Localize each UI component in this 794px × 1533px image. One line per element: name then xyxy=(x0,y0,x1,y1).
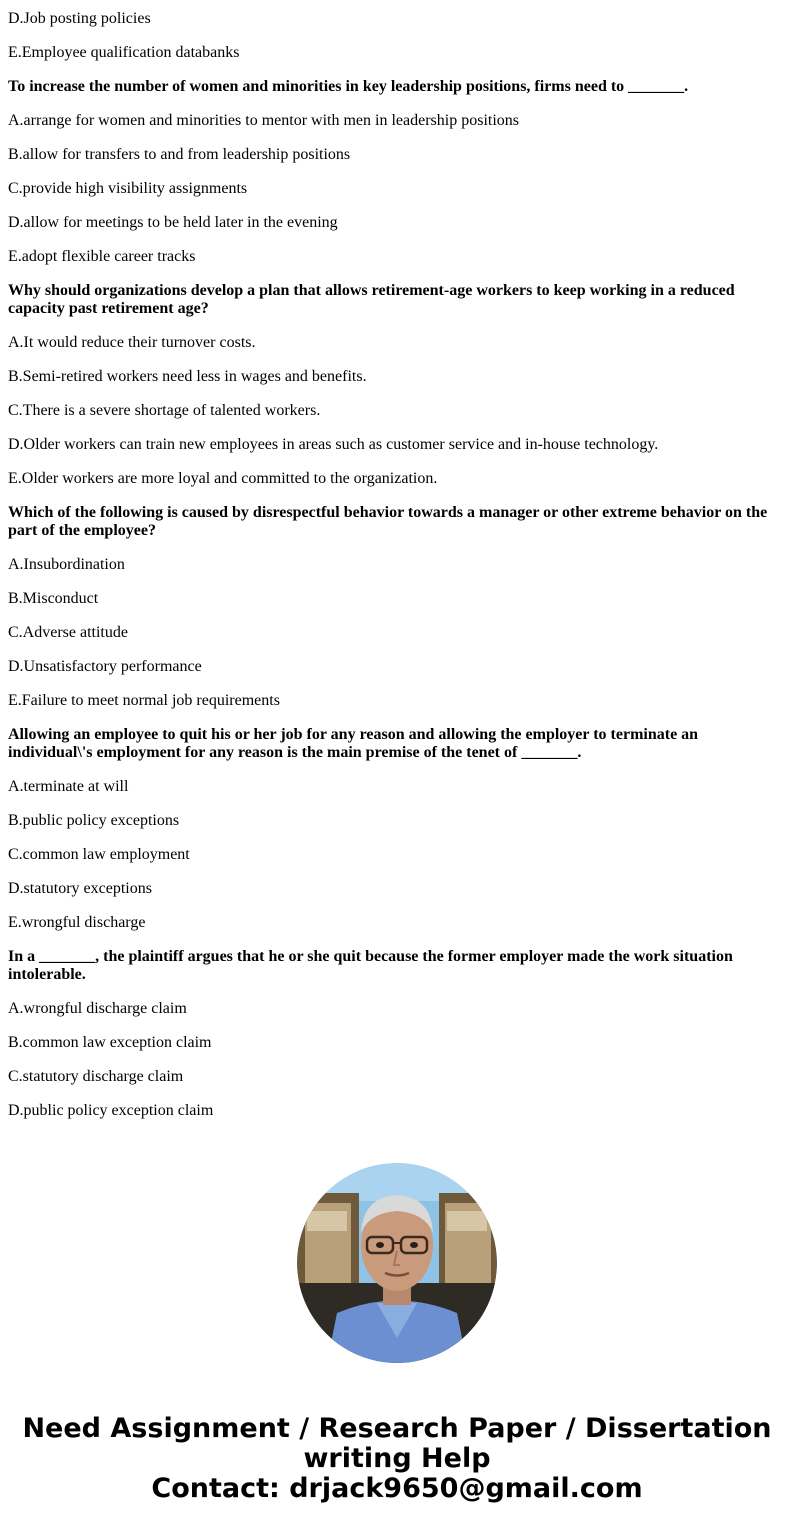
answer-option: C.provide high visibility assignments xyxy=(8,180,248,197)
answer-option: D.allow for meetings to be held later in the evening xyxy=(8,214,338,231)
answer-option: C.Adverse attitude xyxy=(8,624,128,641)
question-text: In a _______, the plaintiff argues that he or she quit because the former employer made the work situation intolerable. xyxy=(8,948,733,983)
answer-option: E.wrongful discharge xyxy=(8,914,146,931)
answer-option: A.Insubordination xyxy=(8,556,125,573)
answer-option: D.public policy exception claim xyxy=(8,1102,214,1119)
question-text: Which of the following is caused by disrespectful behavior towards a manager or other extreme behavior on the part of the employee? xyxy=(8,504,768,539)
promo-line-2: writing Help xyxy=(303,1443,491,1474)
answer-option: A.It would reduce their turnover costs. xyxy=(8,334,256,351)
answer-option: D.Unsatisfactory performance xyxy=(8,658,202,675)
answer-option: D.statutory exceptions xyxy=(8,880,152,897)
answer-option: B.public policy exceptions xyxy=(8,812,180,829)
answer-option: D.Older workers can train new employees in areas such as customer service and in-house technology. xyxy=(8,436,659,453)
answer-option: C.common law employment xyxy=(8,846,190,863)
answer-option: E.adopt flexible career tracks xyxy=(8,248,196,265)
question-text: Why should organizations develop a plan that allows retirement-age workers to keep working in a reduced capacity past retirement age? xyxy=(8,282,735,317)
question-text: Allowing an employee to quit his or her job for any reason and allowing the employer to terminate an individual\'s employment for any reason is the main premise of the tenet of _______. xyxy=(8,726,699,761)
question-text: To increase the number of women and minorities in key leadership positions, firms need to _______. xyxy=(8,78,689,95)
answer-option: B.Semi-retired workers need less in wages and benefits. xyxy=(8,368,367,385)
answer-option: B.Misconduct xyxy=(8,590,99,607)
answer-option: C.statutory discharge claim xyxy=(8,1068,184,1085)
answer-option: E.Failure to meet normal job requirements xyxy=(8,692,280,709)
answer-option: E.Older workers are more loyal and committed to the organization. xyxy=(8,470,438,487)
answer-option: D.Job posting policies xyxy=(8,10,151,27)
answer-option: A.terminate at will xyxy=(8,778,129,795)
author-avatar xyxy=(297,1163,497,1363)
portrait-image xyxy=(297,1163,497,1363)
answer-option: A.wrongful discharge claim xyxy=(8,1000,187,1017)
answer-option: A.arrange for women and minorities to mentor with men in leadership positions xyxy=(8,112,519,129)
promo-banner xyxy=(0,1414,794,1504)
answer-option: C.There is a severe shortage of talented workers. xyxy=(8,402,321,419)
quiz-content xyxy=(0,10,794,1120)
answer-option: E.Employee qualification databanks xyxy=(8,44,240,61)
answer-option: B.common law exception claim xyxy=(8,1034,212,1051)
answer-option: B.allow for transfers to and from leadership positions xyxy=(8,146,351,163)
promo-contact: Contact: drjack9650@gmail.com xyxy=(151,1473,643,1504)
promo-line-1: Need Assignment / Research Paper / Dissertation xyxy=(22,1413,772,1444)
